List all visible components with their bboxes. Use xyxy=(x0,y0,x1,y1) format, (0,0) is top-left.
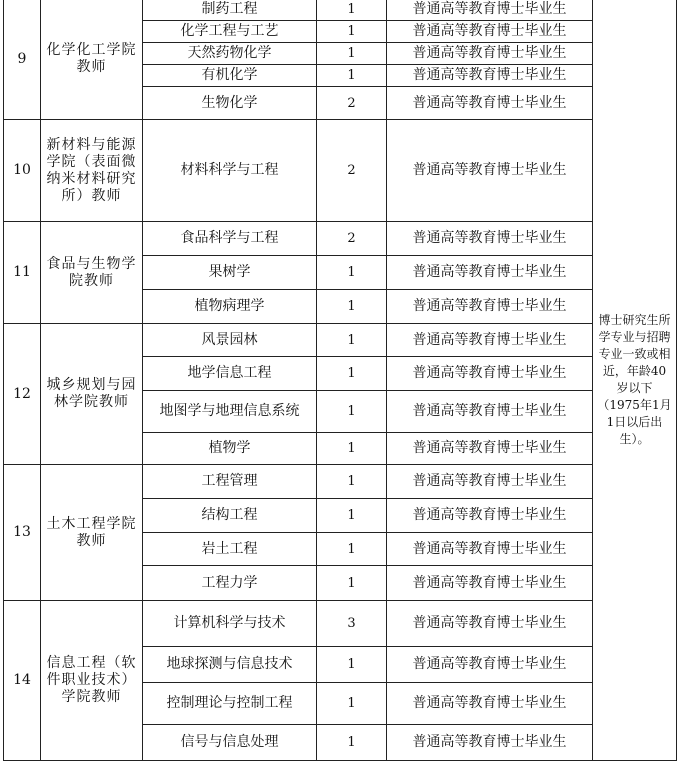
count-cell: 1 xyxy=(317,499,387,533)
major-cell: 果树学 xyxy=(143,256,317,290)
major-cell: 生物化学 xyxy=(143,87,317,120)
count-cell: 1 xyxy=(317,465,387,499)
count-cell: 1 xyxy=(317,21,387,43)
education-cell: 普通高等教育博士毕业生 xyxy=(387,465,593,499)
major-cell: 有机化学 xyxy=(143,65,317,87)
major-cell: 地学信息工程 xyxy=(143,357,317,391)
major-cell: 工程力学 xyxy=(143,566,317,601)
dept-number: 14 xyxy=(4,601,41,761)
requirement-cell: 博士研究生所学专业与招聘专业一致或相近，年龄40岁以下（1975年1月1日以后出生）。 xyxy=(593,0,677,761)
dept-name: 城乡规划与园林学院教师 xyxy=(41,324,143,465)
education-cell: 普通高等教育博士毕业生 xyxy=(387,87,593,120)
count-cell: 1 xyxy=(317,0,387,21)
education-cell: 普通高等教育博士毕业生 xyxy=(387,324,593,357)
education-cell: 普通高等教育博士毕业生 xyxy=(387,290,593,324)
dept-number: 13 xyxy=(4,465,41,601)
education-cell: 普通高等教育博士毕业生 xyxy=(387,222,593,256)
education-cell: 普通高等教育博士毕业生 xyxy=(387,647,593,683)
education-cell: 普通高等教育博士毕业生 xyxy=(387,357,593,391)
education-cell: 普通高等教育博士毕业生 xyxy=(387,0,593,21)
dept-name: 化学化工学院教师 xyxy=(41,0,143,120)
count-cell: 3 xyxy=(317,601,387,647)
table-row xyxy=(4,222,677,256)
education-cell: 普通高等教育博士毕业生 xyxy=(387,433,593,465)
education-cell: 普通高等教育博士毕业生 xyxy=(387,725,593,761)
count-cell: 1 xyxy=(317,647,387,683)
education-cell: 普通高等教育博士毕业生 xyxy=(387,65,593,87)
major-cell: 食品科学与工程 xyxy=(143,222,317,256)
major-cell: 化学工程与工艺 xyxy=(143,21,317,43)
count-cell: 1 xyxy=(317,533,387,566)
count-cell: 1 xyxy=(317,290,387,324)
dept-number: 11 xyxy=(4,222,41,324)
dept-number: 12 xyxy=(4,324,41,465)
major-cell: 地球探测与信息技术 xyxy=(143,647,317,683)
count-cell: 2 xyxy=(317,120,387,222)
dept-name: 土木工程学院教师 xyxy=(41,465,143,601)
education-cell: 普通高等教育博士毕业生 xyxy=(387,256,593,290)
count-cell: 1 xyxy=(317,725,387,761)
major-cell: 风景园林 xyxy=(143,324,317,357)
education-cell: 普通高等教育博士毕业生 xyxy=(387,533,593,566)
major-cell: 结构工程 xyxy=(143,499,317,533)
dept-number: 10 xyxy=(4,120,41,222)
education-cell: 普通高等教育博士毕业生 xyxy=(387,21,593,43)
major-cell: 岩土工程 xyxy=(143,533,317,566)
dept-name: 食品与生物学院教师 xyxy=(41,222,143,324)
table-row xyxy=(4,601,677,647)
count-cell: 1 xyxy=(317,357,387,391)
education-cell: 普通高等教育博士毕业生 xyxy=(387,566,593,601)
major-cell: 植物病理学 xyxy=(143,290,317,324)
major-cell: 地图学与地理信息系统 xyxy=(143,391,317,433)
major-cell: 天然药物化学 xyxy=(143,43,317,65)
count-cell: 1 xyxy=(317,683,387,725)
count-cell: 1 xyxy=(317,433,387,465)
education-cell: 普通高等教育博士毕业生 xyxy=(387,683,593,725)
major-cell: 材料科学与工程 xyxy=(143,120,317,222)
count-cell: 2 xyxy=(317,87,387,120)
dept-name: 新材料与能源学院（表面微纳米材料研究所）教师 xyxy=(41,120,143,222)
major-cell: 制药工程 xyxy=(143,0,317,21)
count-cell: 1 xyxy=(317,391,387,433)
count-cell: 1 xyxy=(317,566,387,601)
major-cell: 控制理论与控制工程 xyxy=(143,683,317,725)
recruitment-table xyxy=(3,0,677,761)
dept-name: 信息工程（软件职业技术）学院教师 xyxy=(41,601,143,761)
dept-number: 9 xyxy=(4,0,41,120)
major-cell: 工程管理 xyxy=(143,465,317,499)
table-row xyxy=(4,0,677,21)
major-cell: 信号与信息处理 xyxy=(143,725,317,761)
education-cell: 普通高等教育博士毕业生 xyxy=(387,120,593,222)
count-cell: 1 xyxy=(317,65,387,87)
count-cell: 2 xyxy=(317,222,387,256)
table-row xyxy=(4,120,677,222)
education-cell: 普通高等教育博士毕业生 xyxy=(387,391,593,433)
major-cell: 计算机科学与技术 xyxy=(143,601,317,647)
count-cell: 1 xyxy=(317,256,387,290)
count-cell: 1 xyxy=(317,43,387,65)
count-cell: 1 xyxy=(317,324,387,357)
major-cell: 植物学 xyxy=(143,433,317,465)
education-cell: 普通高等教育博士毕业生 xyxy=(387,601,593,647)
table-row xyxy=(4,324,677,357)
table-row xyxy=(4,465,677,499)
education-cell: 普通高等教育博士毕业生 xyxy=(387,43,593,65)
education-cell: 普通高等教育博士毕业生 xyxy=(387,499,593,533)
